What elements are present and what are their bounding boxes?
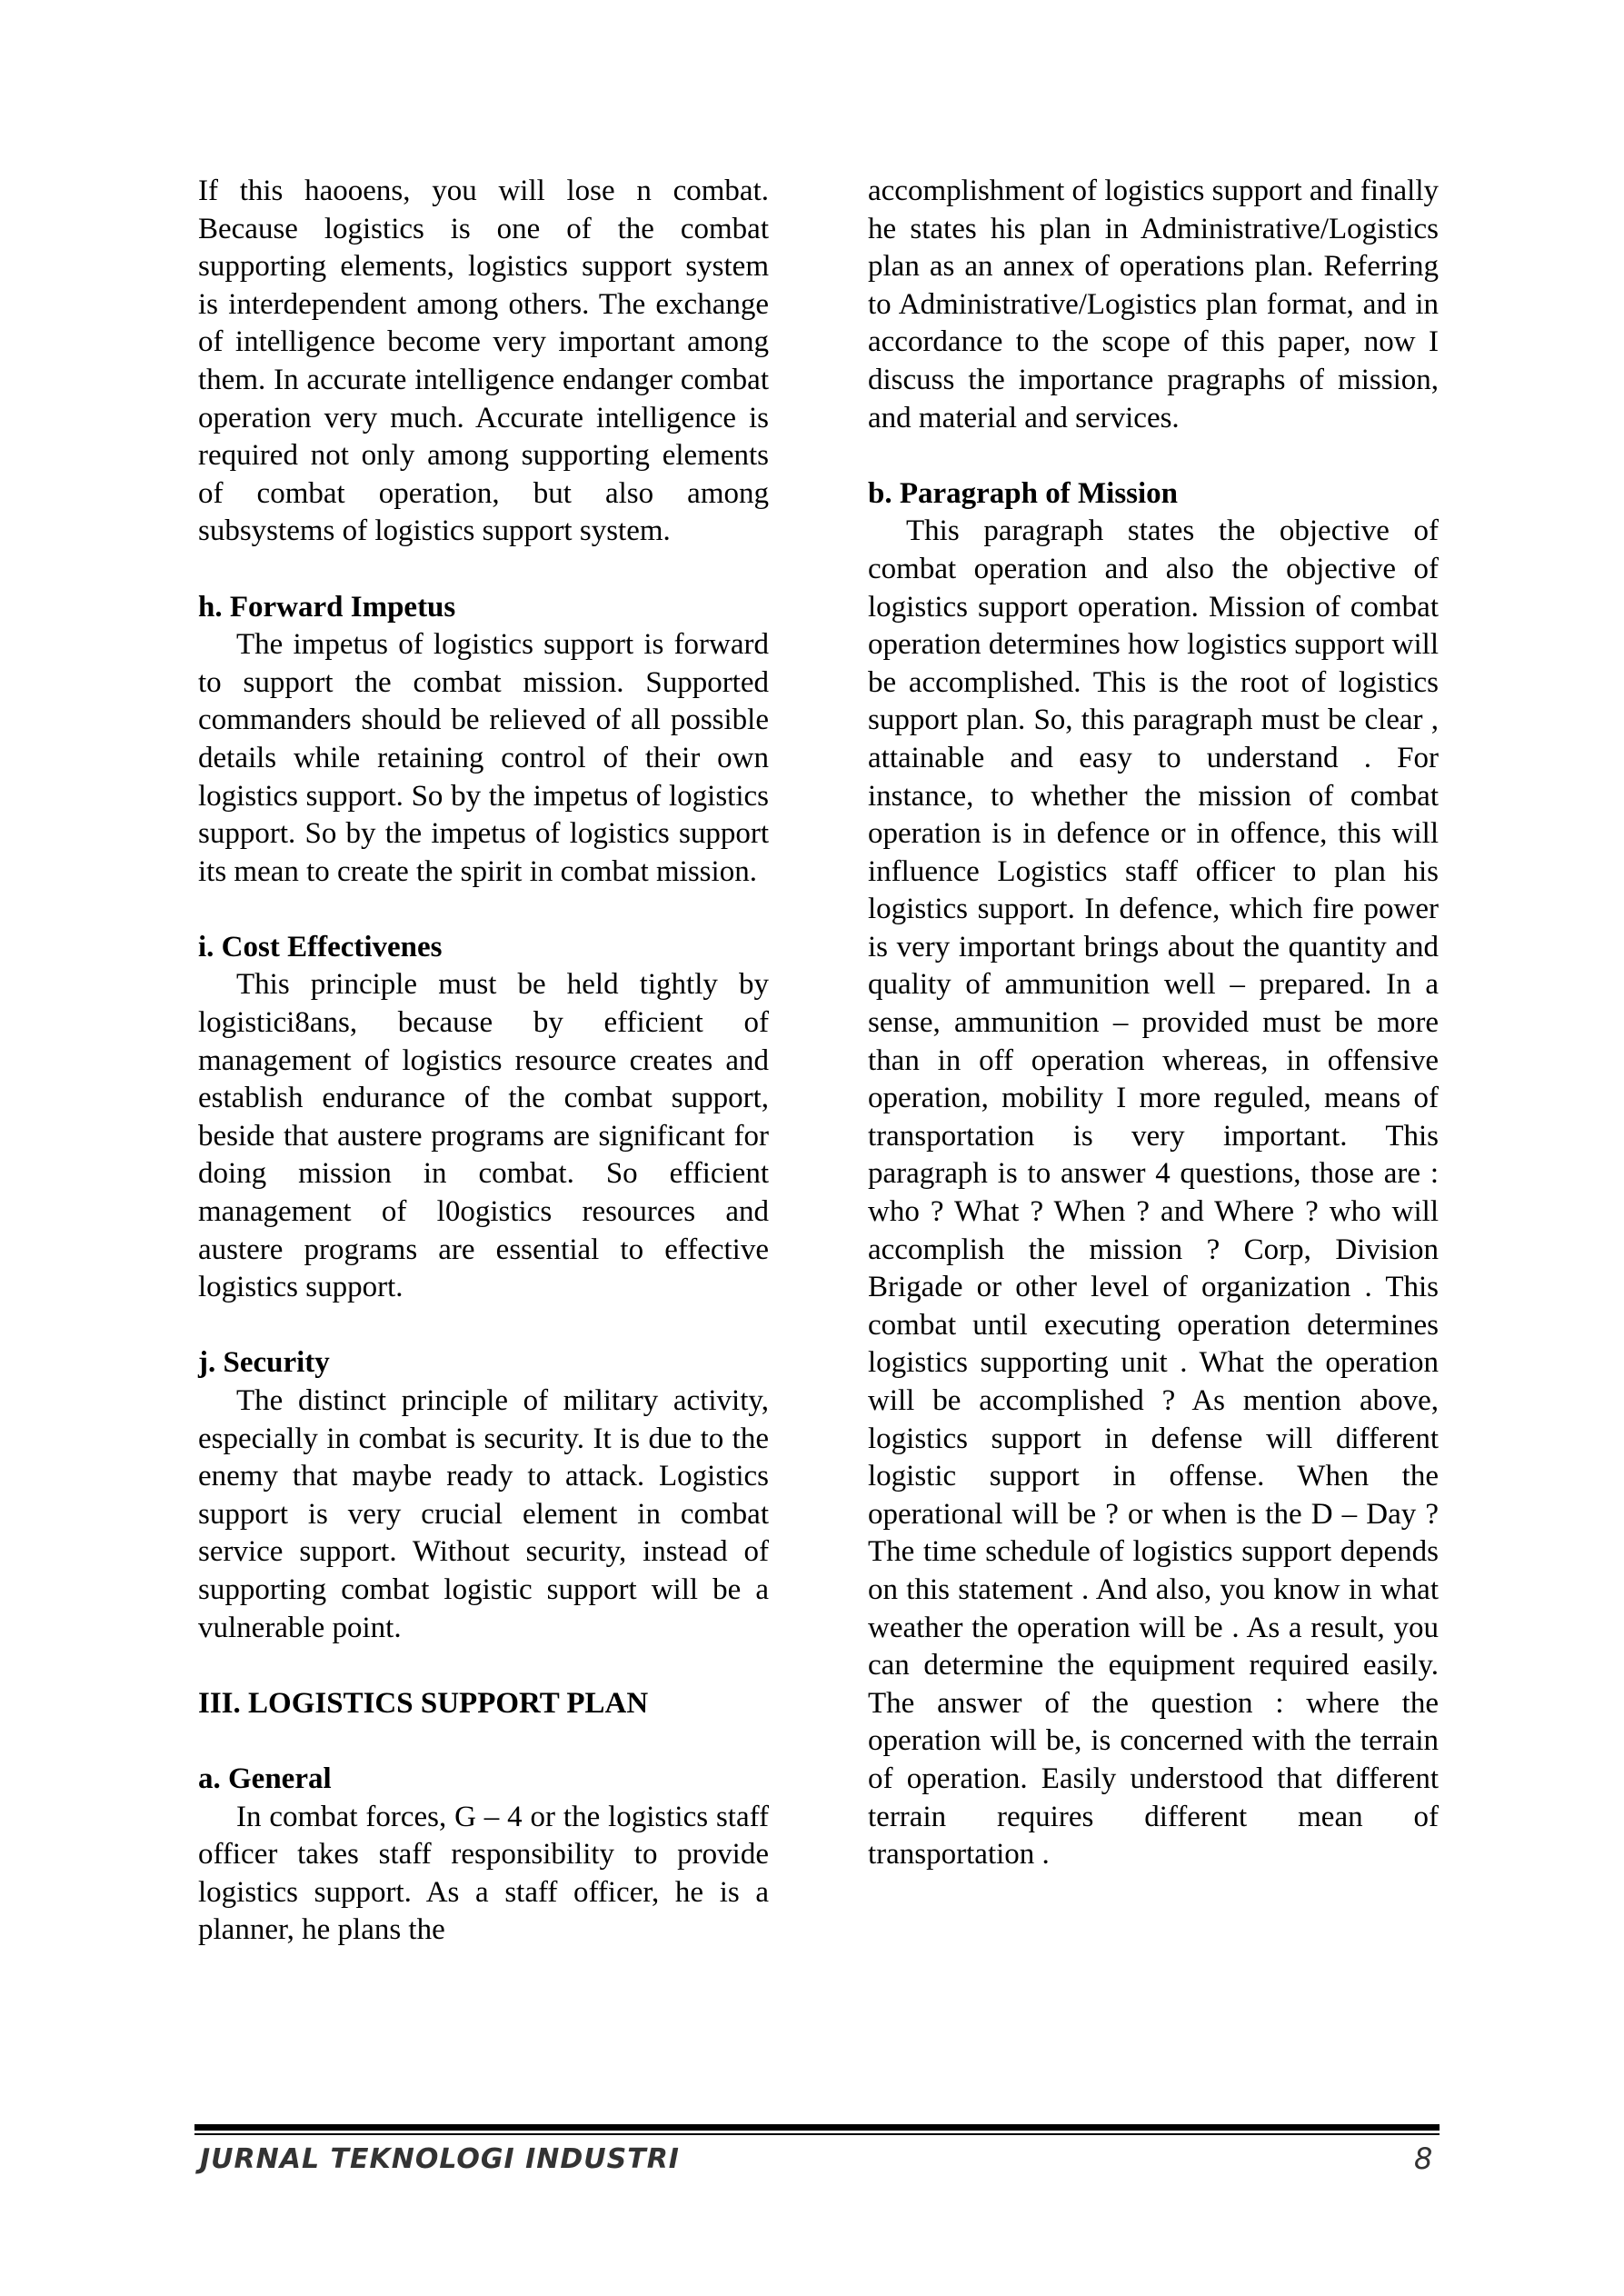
paragraph-of-mission-text: This paragraph states the objective of combat operation and also the objective of logistics support operation. Mission of combat operation determines how logistics support will be accomplished. This is the root of logistics support plan. So, this paragraph must be clear , attainable and easy to understand . For instance, to whether the mission of combat operation is in defence or in offence, this will influence Logistics staff officer to plan his logistics support. In defence, which fire power is very important brings about the quantity and quality of ammunition well – prepared. In a sense, ammunition – provided must be more than in off operation whereas, in offensive operation, mobility I more reguled, means of transportation is very important. This paragraph is to answer 4 questions, those are : who ? What ? When ? and Where ? who will accomplish the mission ? Corp, Division Brigade or other level of organization . This combat until executing operation determines logistics supporting unit . What the operation will be accomplished ? As mention above, logistics support in defense will different logistic support in offense. When the operational will be ? or when is the D – Day ? The time schedule of logistics support depends on this statement . And also, you know in what weather the operation will be . As a result, you can determine the equipment required easily. The answer of the question : where the operation will be, is concerned with the terrain of operation. Easily understood that different terrain requires different mean of transportation . (868, 514, 1439, 1872)
heading-cost-effectiveness: i. Cost Effectivenes (198, 930, 443, 963)
cost-effectiveness-text: This principle must be held tightly by logistici8ans, because by efficient of management of logistics resource creates and establish endurance of the combat support, beside that austere programs are significant for doing mission in combat. So efficient management of l0ogistics resources and austere programs are essential to effective logistics support. (198, 968, 769, 1304)
right-paragraph-1: accomplishment of logistics support and finally he states his plan in Administrative/Logistics plan as an annex of operations plan. Referring to Administrative/Logistics plan format, and in accordance to the scope of this paper, now I discuss the importance pragraphs of mission, and material and services. (868, 175, 1439, 434)
left-column (198, 173, 769, 1950)
left-paragraph-1: If this haooens, you will lose n combat. Because logistics is one of the combat supporting elements, logistics support system is interdependent among others. The exchange of intelligence become very important among them. In accurate intelligence endanger combat operation very much. Accurate intelligence is required not only among supporting elements of combat operation, but also among subsystems of logistics support system. (198, 175, 769, 548)
page-number: 8 (1414, 2141, 1433, 2176)
footer-rule-thin (194, 2133, 1440, 2135)
heading-paragraph-of-mission: b. Paragraph of Mission (868, 476, 1179, 510)
journal-name: JURNAL TEKNOLOGI INDUSTRI (200, 2143, 680, 2175)
heading-security: j. Security (198, 1346, 330, 1380)
heading-general: a. General (198, 1762, 332, 1795)
heading-forward-impetus: h. Forward Impetus (198, 590, 456, 624)
section-heading-logistics-support-plan: III. LOGISTICS SUPPORT PLAN (198, 1686, 649, 1720)
forward-impetus-text: The impetus of logistics support is forward to support the combat mission. Supported commanders should be relieved of all possible details while retaining control of their own logistics support. So by the impetus of logistics support. So by the impetus of logistics support its mean to create the spirit in combat mission. (198, 628, 769, 888)
security-text: The distinct principle of military activity, especially in combat is security. It is due to the enemy that maybe ready to attack. Logistics support is very crucial element in combat service support. Without security, instead of supporting combat logistic support will be a vulnerable point. (198, 1384, 769, 1644)
footer-rule-thick (194, 2124, 1440, 2131)
general-text: In combat forces, G – 4 or the logistics staff officer takes staff responsibility to provide logistics support. As a staff officer, he is a planner, he plans the (198, 1800, 769, 1947)
right-column (868, 173, 1439, 1874)
